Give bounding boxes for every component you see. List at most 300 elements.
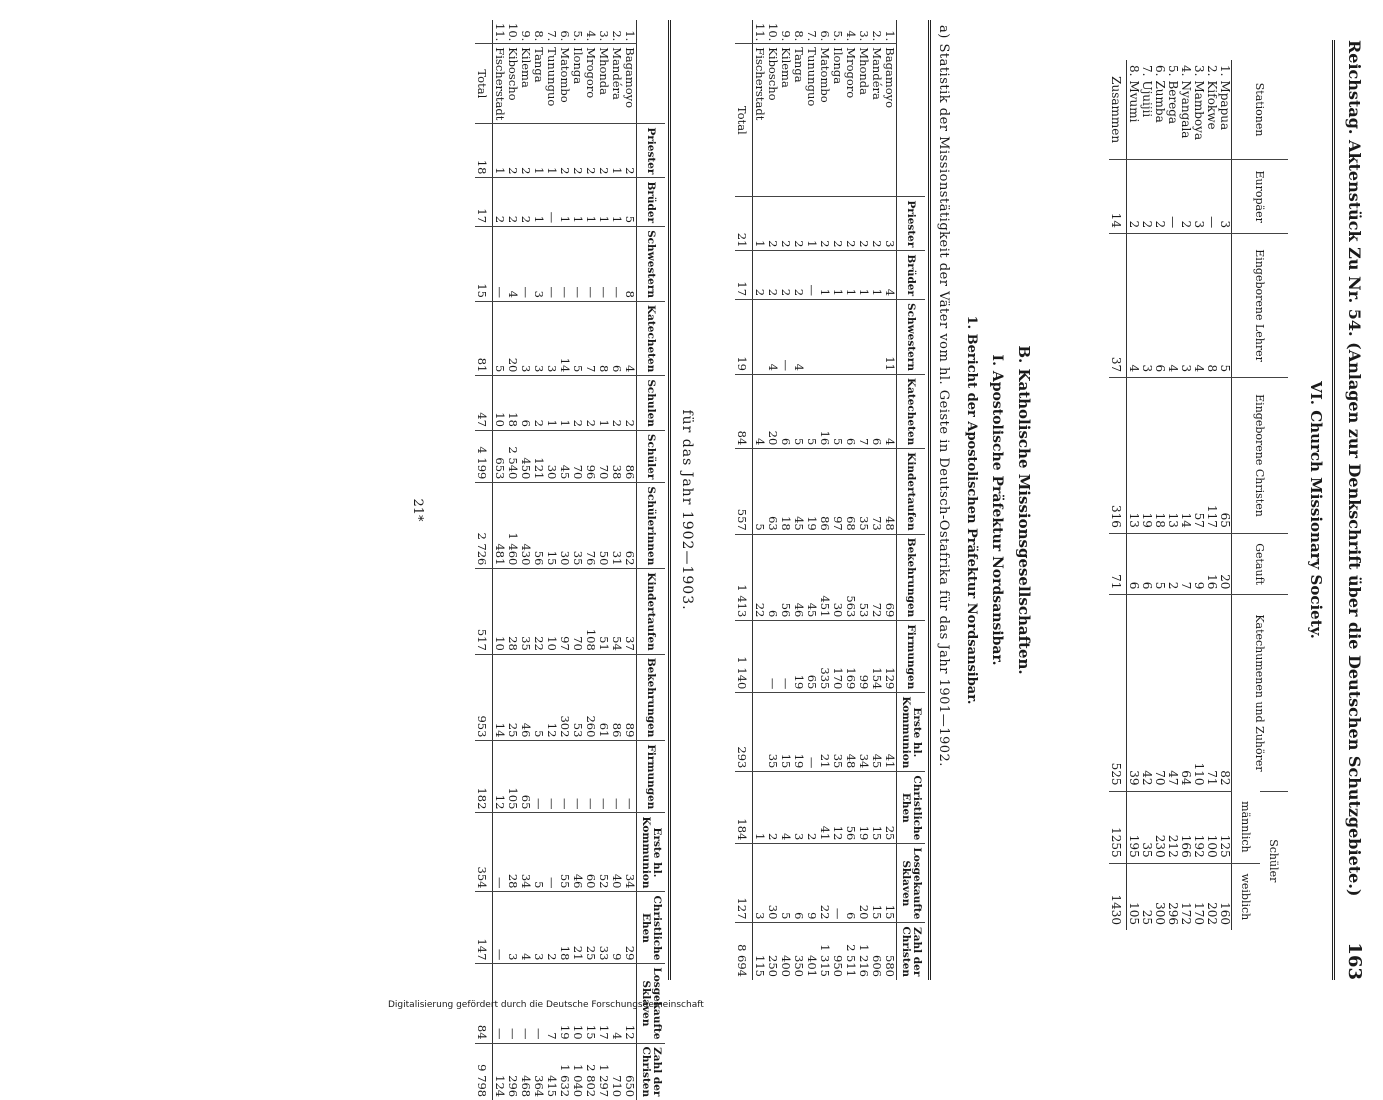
station-name: Mandéra [610,44,623,124]
table-cell: — [506,964,519,1043]
table-cell: 35 [519,569,532,654]
table-cell: — [610,227,623,302]
table-cell: — [766,621,779,693]
station-name: Matombo [558,44,571,124]
table-cell [753,693,767,772]
table-cell: 2 [857,197,870,251]
table-cell: — [493,964,507,1043]
table-cell: 3 [1192,160,1205,234]
table-cell: — [519,227,532,302]
table-row [506,20,519,1100]
row-index: 4. [1179,65,1193,77]
station-name: Bagamoyo [623,44,637,124]
table-cell: — [597,741,610,813]
table-cell [857,300,870,375]
table-cell: 108 [584,569,597,654]
table-cell: 1 [597,178,610,227]
table-cell: 6 [1153,234,1166,378]
table-cell: 70 [571,569,584,654]
blank-cell [735,20,753,44]
header-rule [1332,40,1335,980]
col-header: Zahl der Christen [897,923,926,980]
table-cell: 563 [844,534,857,621]
table-cell: 25 [883,772,897,844]
table-cell: 2 [779,251,792,300]
table-cell: 1 297 [597,1043,610,1100]
table-1902 [475,20,665,1100]
station-name [1192,60,1205,160]
table-cell: 2 [870,197,883,251]
table-row [610,20,623,1100]
table-row [870,20,883,980]
table-cell: 18 [779,449,792,534]
table-cell: 35 [571,483,584,569]
table-cell: 3 [1218,160,1232,234]
table-cell: 100 [1205,791,1218,863]
table-cell: 580 [883,923,897,980]
table-cell: 11 [883,300,897,375]
table-cell: 65 [519,741,532,813]
table-cell: 18 [1153,378,1166,534]
station-name [1179,60,1192,160]
table-cell: 16 [818,374,831,448]
table-cell: 86 [623,430,637,482]
col-header: Losgekaufte Sklaven [637,964,666,1043]
sum-cell: 37 [1109,234,1127,378]
table-cell: 105 [506,741,519,813]
table-cell: 195 [1127,791,1141,863]
table-row [558,20,571,1100]
table-cell: 192 [1192,791,1205,863]
total-label: Total [475,44,493,124]
table-cell: 4 [610,964,623,1043]
table-cell: 6 [519,376,532,431]
station-name: Fischerstadt [753,44,767,197]
row-index: 7. [805,30,819,42]
total-cell: 19 [735,300,753,375]
table-cell: 6 [844,844,857,923]
row-index: 9. [779,30,793,42]
table-cell: 2 [506,124,519,178]
table-row [857,20,870,980]
table-cell: 2 [532,376,545,431]
table-cell: 653 [493,430,507,482]
row-index: 8. [1127,65,1141,77]
total-cell: 184 [735,772,753,844]
table-cell: 19 [792,621,805,693]
table-cell: 6 [766,534,779,621]
col-header: Schwestern [637,227,666,302]
table-cell: 6 [792,844,805,923]
table-cell: 125 [1218,791,1232,863]
table-cell: 86 [610,654,623,741]
table-cell: 48 [844,693,857,772]
total-cell: 47 [475,376,493,431]
table-cell: 22 [532,569,545,654]
station-name [1153,60,1166,160]
table-cell: 76 [584,483,597,569]
table-cell: — [519,964,532,1043]
table-cell: — [623,741,637,813]
table-cell: 28 [506,569,519,654]
table-cell: 21 [571,892,584,964]
table-cell: 5 [753,449,767,534]
table-row [831,20,844,980]
table-cell: 20 [1218,533,1232,595]
table-cell: 3 [883,197,897,251]
table-cell: 14 [558,302,571,376]
table-cell: 4 [883,374,897,448]
total-cell: 557 [735,449,753,534]
table-cell: 46 [792,534,805,621]
table-cell: 5 [805,374,818,448]
table-cell: 1 [610,124,623,178]
table-row [597,20,610,1100]
col-christen: Eingeborene Christen [1232,378,1289,534]
table-cell: 2 [766,197,779,251]
table-cell: 17 [597,964,610,1043]
table-cell: 8 [597,302,610,376]
table-cell: 4 [1192,234,1205,378]
col-header: Priester [637,124,666,178]
table-cell: 73 [870,449,883,534]
row-index: 2. [610,30,624,42]
table-cell: 33 [597,892,610,964]
station-name: Mrogoro [584,44,597,124]
table-cell: 230 [1153,791,1166,863]
station-name: Matombo [818,44,831,197]
table-row [493,20,507,1100]
table-cell: 1 315 [818,923,831,980]
col-header: Kindertaufen [897,449,926,534]
table-cell: 2 [610,376,623,431]
total-cell: 15 [475,227,493,302]
table-cell: 29 [623,892,637,964]
table-row [532,20,545,1100]
station-label: Mamboya [1192,80,1206,141]
table-cell: 42 [1140,595,1153,791]
table-cell: 18 [558,892,571,964]
sum-cell: 1430 [1109,863,1127,930]
table-cell: 2 [844,197,857,251]
station-label: Berega [1166,80,1180,125]
table-cell: — [558,227,571,302]
table-cell: 89 [623,654,637,741]
table-cell: 13 [1127,378,1141,534]
table-cell: 22 [818,844,831,923]
table-cell: 3 [532,227,545,302]
total-cell: 1 140 [735,621,753,693]
table-row [1179,60,1192,930]
table-cell: 5 [831,374,844,448]
total-cell: 147 [475,892,493,964]
row-index: 1. [1218,65,1232,77]
col-header: Christliche Ehen [897,772,926,844]
col-header: Firmungen [637,741,666,813]
table-cell: 4 [883,251,897,300]
table-cell: 172 [1179,863,1192,930]
table-cell: 4 [1166,234,1179,378]
table-cell: — [571,741,584,813]
station-name: Tanga [792,44,805,197]
table-rule [928,20,931,980]
row-index: 5. [571,30,585,42]
table-cell [831,300,844,375]
table-cell: 364 [532,1043,545,1100]
table-cell: 50 [597,483,610,569]
table-cell: 41 [883,693,897,772]
table-cell: 154 [870,621,883,693]
table-cell: 68 [844,449,857,534]
row-index: 2. [1205,65,1219,77]
table-cell: 950 [831,923,844,980]
col-europaeer: Europäer [1232,160,1289,234]
table-cell: 48 [883,449,897,534]
table-cell: 65 [1218,378,1232,534]
table-row [1127,60,1141,930]
table-cell: 335 [818,621,831,693]
table-row [545,20,558,1100]
sum-cell: 1255 [1109,791,1127,863]
table-cell: 72 [870,534,883,621]
table-cell: 8 [1205,234,1218,378]
total-cell: 293 [735,693,753,772]
table-cell: 2 [519,178,532,227]
table-row [818,20,831,980]
table-cell: 21 [818,693,831,772]
col-header: Bekehrungen [637,654,666,741]
table-cell: 2 [779,197,792,251]
table-cell: 96 [584,430,597,482]
table-cell: 1 [844,251,857,300]
total-cell: 21 [735,197,753,251]
table-cell [753,300,767,375]
station-name: Mhonda [597,44,610,124]
station-name: Mhonda [857,44,870,197]
total-cell: 2 726 [475,483,493,569]
table-cell: 117 [1205,378,1218,534]
table-cell: 606 [870,923,883,980]
table-cell: 105 [1127,863,1141,930]
table-cell: — [779,300,792,375]
table-cell: 15 [870,844,883,923]
table-cell: 54 [610,569,623,654]
col-station-blank [897,20,926,197]
table-cell: 1 [753,772,767,844]
table-cell: — [545,741,558,813]
row-index: 1. [883,30,897,42]
table-cell: 170 [831,621,844,693]
table-cell: 124 [493,1043,507,1100]
table-cell: 39 [1127,595,1141,791]
table-cell: 1 [753,197,767,251]
table-cell: 4 [623,302,637,376]
table-cell: 212 [1166,791,1179,863]
table-cell: 5 [623,178,637,227]
table-cell: 1 [545,124,558,178]
table-cell: 1 216 [857,923,870,980]
col-header: Brüder [637,178,666,227]
table-cell: 2 [1179,160,1192,234]
row-index: 6. [818,30,832,42]
station-name: Tununguo [545,44,558,124]
table-cell: 19 [1140,378,1153,534]
col-header: Schwestern [897,300,926,375]
station-name: Kiboscho [506,44,519,124]
table-cell: 20 [506,302,519,376]
station-name [1166,60,1179,160]
table-cell: 400 [779,923,792,980]
total-cell: 4 199 [475,430,493,482]
table-cell: 415 [545,1043,558,1100]
table-cell: 9 [805,844,818,923]
station-name [1127,60,1141,160]
table-cell: 10 [571,964,584,1043]
table-cell: 1 [818,251,831,300]
col-header: Schüler [637,430,666,482]
table-cell: 30 [766,844,779,923]
table-cell: 15 [584,964,597,1043]
table-cell: 71 [1205,595,1218,791]
header-title: Reichstag. Aktenstück Zu Nr. 54. (Anlagen zur Denkschrift über die Deutschen Schutzgebiete.) [1345,40,1365,897]
table-row [753,20,767,980]
table-cell: 10 [545,569,558,654]
table-cell: 3 [519,302,532,376]
table-cell: 1 [805,197,818,251]
table-cell: 260 [584,654,597,741]
table-row [766,20,779,980]
table-row [792,20,805,980]
table-cell: 302 [558,654,571,741]
table-cell: — [1205,160,1218,234]
table-cell: 12 [493,741,507,813]
table-cell: — [571,227,584,302]
page-signature: 21* [410,498,425,522]
table-cell: 34 [519,813,532,892]
table-cell: 1 040 [571,1043,584,1100]
table-cell: 25 [1140,863,1153,930]
table-cell: 1 [584,178,597,227]
table-cell: 46 [571,813,584,892]
total-cell: 127 [735,844,753,923]
table-cell: — [545,813,558,892]
table-cell: — [545,178,558,227]
table-cell: 19 [857,772,870,844]
table-cell: 35 [1140,791,1153,863]
total-cell: 953 [475,654,493,741]
section-b-sub1: I. Apostolische Präfektur Nordsansibar. [989,354,1005,666]
row-index: 3. [597,30,611,42]
table-cell: 69 [883,534,897,621]
table-cell: 2 [818,197,831,251]
table-cell: 2 [1166,533,1179,595]
station-name: Kilema [779,44,792,197]
table-row [883,20,897,980]
table-cell: 1 [545,376,558,431]
table-cell: 4 [753,374,767,448]
table-cell: 9 [610,892,623,964]
col-header: Schulen [637,376,666,431]
table-row [1218,60,1232,930]
table-cell: 25 [584,892,597,964]
table-cell: — [584,741,597,813]
table-cell [805,300,818,375]
table-cell: 41 [818,772,831,844]
row-index: 4. [584,30,598,42]
table-cell: 1 460 [506,483,519,569]
table-row [519,20,532,1100]
station-name [1205,60,1218,160]
table-cell: 2 540 [506,430,519,482]
table-cell: — [805,251,818,300]
station-name: Fischerstadt [493,44,507,124]
table-cell: 110 [1192,595,1205,791]
station-name: Tununguo [805,44,818,197]
table-cell: 2 [493,178,507,227]
row-index: 3. [857,30,871,42]
table-cell: 56 [779,534,792,621]
table-cell: 5 [532,813,545,892]
table-cell: 30 [831,534,844,621]
sum-cell: 14 [1109,160,1127,234]
table-cell: 86 [818,449,831,534]
row-index: 4. [844,30,858,42]
table-cell: 1 [870,251,883,300]
table-cell: 20 [857,844,870,923]
station-label: Mpapua [1218,80,1232,131]
table-cell: 3 [753,844,767,923]
row-index: 8. [532,30,546,42]
table-cell: 4 [1127,234,1141,378]
row-index: 5. [1166,65,1180,77]
table-cell: 450 [519,430,532,482]
table-cell: 97 [831,449,844,534]
station-name: Kilema [519,44,532,124]
col-header: Schülerinnen [637,483,666,569]
total-cell: 84 [735,374,753,448]
row-index: 2. [870,30,884,42]
table-cell: 350 [792,923,805,980]
table-cell: 481 [493,483,507,569]
table-cell: 60 [584,813,597,892]
table-cell: 56 [532,483,545,569]
table-cell: 7 [1179,533,1192,595]
col-header: Erste hl. Kommunion [637,813,666,892]
station-label: Kifokwe [1205,80,1219,130]
table-row [779,20,792,980]
table-cell: 115 [753,923,767,980]
table-cell: 296 [1166,863,1179,930]
row-index: 10. [766,23,780,42]
table-cell: 82 [1218,595,1232,791]
table-cell: 53 [571,654,584,741]
total-cell: 354 [475,813,493,892]
table-cell: 28 [506,813,519,892]
table-cell: 45 [805,534,818,621]
table-cell: 52 [597,813,610,892]
col-maennlich: männlich [1239,801,1253,853]
table-cell: 1 [597,376,610,431]
station-name: Ilonga [571,44,584,124]
table-cell: 6 [1140,533,1153,595]
table-cell: — [1166,160,1179,234]
table-cell: 2 [792,251,805,300]
col-katechumenen: Katechumenen und Zuhörer [1232,595,1289,791]
row-index: 8. [792,30,806,42]
col-station-blank [637,20,666,124]
station-name: Bagamoyo [883,44,897,197]
table-cell: 2 [1127,160,1141,234]
